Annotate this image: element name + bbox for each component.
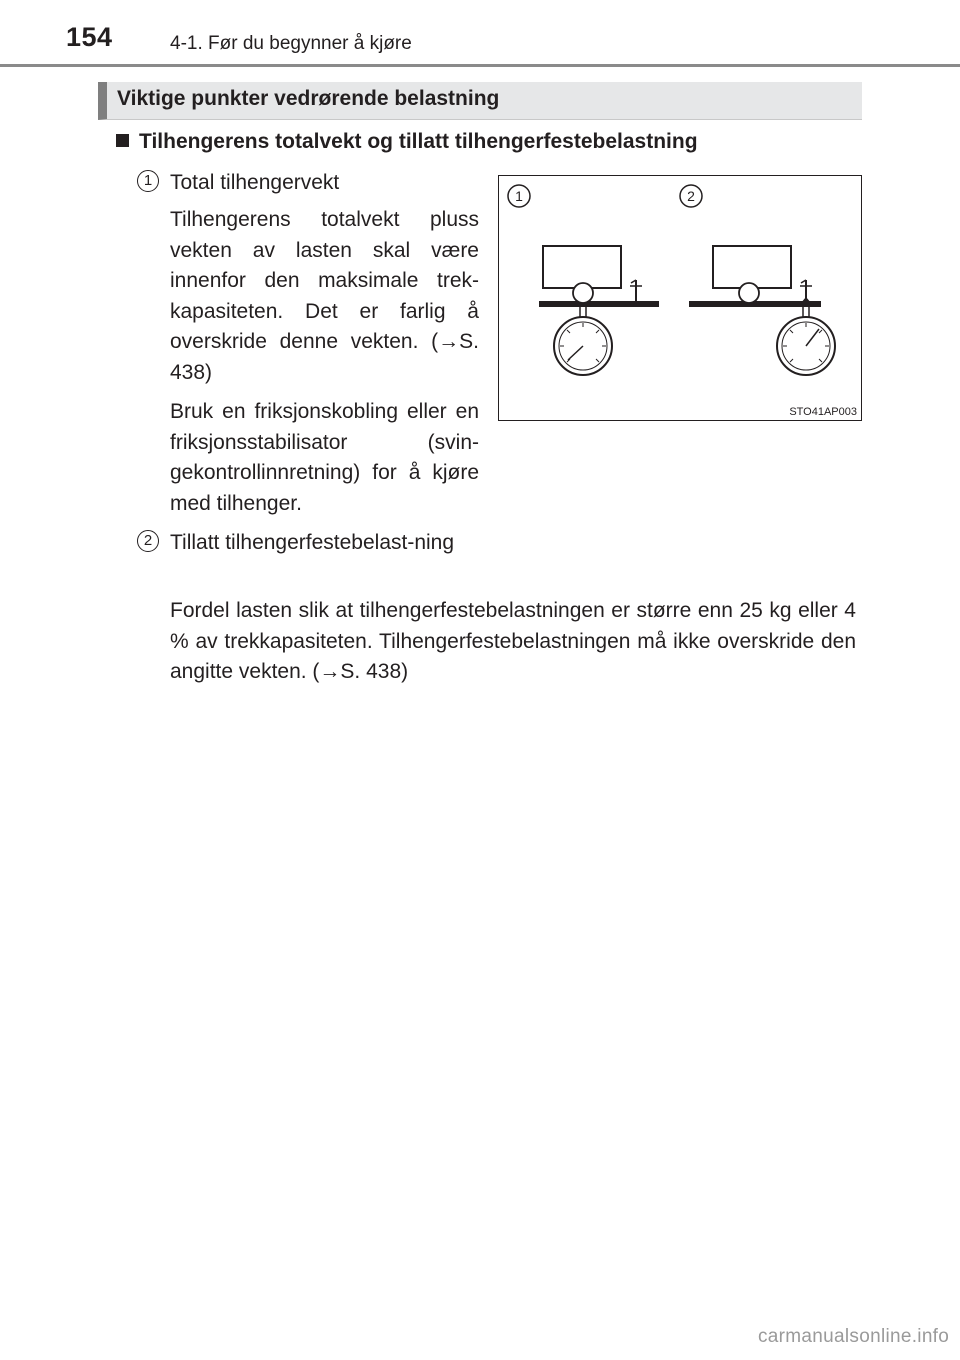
trailer-weight-figure	[498, 175, 862, 421]
item-2-title: Tillatt tilhengerfestebelast-ning	[170, 531, 455, 554]
page-number: 154	[66, 22, 113, 52]
trailer-scale-illustration	[499, 176, 863, 422]
item-2-paragraph-1: Fordel lasten slik at tilhengerfestebelastningen er større enn 25 kg eller 4 % av trekkapasiteten. Tilhengerfestebelastningen må ikke overskride den angitte vekten. (→S. 438)	[170, 599, 856, 683]
square-bullet-icon	[116, 134, 129, 147]
item-1-badge: 1	[137, 170, 159, 192]
item-1-paragraph-2: Bruk en friksjonskobling eller en friksjonsstabilisator (svin-gekontrollinnretning) for å kjøre med tilhenger.	[170, 400, 479, 515]
scale-2-icon	[777, 307, 835, 375]
section-title: Viktige punkter vedrørende belastning	[117, 87, 500, 110]
chapter-title: 4-1. Før du begynner å kjøre	[170, 33, 412, 54]
trailer-2-icon	[689, 246, 821, 304]
trailer-1-icon	[539, 246, 659, 304]
subheading-text: Tilhengerens totalvekt og tillatt tilhengerfestebelastning	[139, 130, 698, 153]
item-1-paragraph-1: Tilhengerens totalvekt pluss vekten av lasten skal være innenfor den maksimale trek-kapasiteten. Det er farlig å overskride denne vekten. (→S. 438)	[170, 208, 479, 384]
item-1-title: Total tilhengervekt	[170, 171, 340, 194]
watermark: carmanualsonline.info	[758, 1326, 950, 1347]
figure-code: STO41AP003	[789, 406, 857, 418]
section-bar	[98, 82, 862, 120]
header-rule	[0, 64, 960, 67]
figure-label-1	[508, 185, 530, 207]
item-2-badge: 2	[137, 530, 159, 552]
svg-text:2: 2	[687, 188, 695, 204]
subheading	[116, 130, 698, 154]
scale-1-icon	[554, 307, 612, 375]
svg-text:1: 1	[515, 188, 523, 204]
figure-label-2	[680, 185, 702, 207]
